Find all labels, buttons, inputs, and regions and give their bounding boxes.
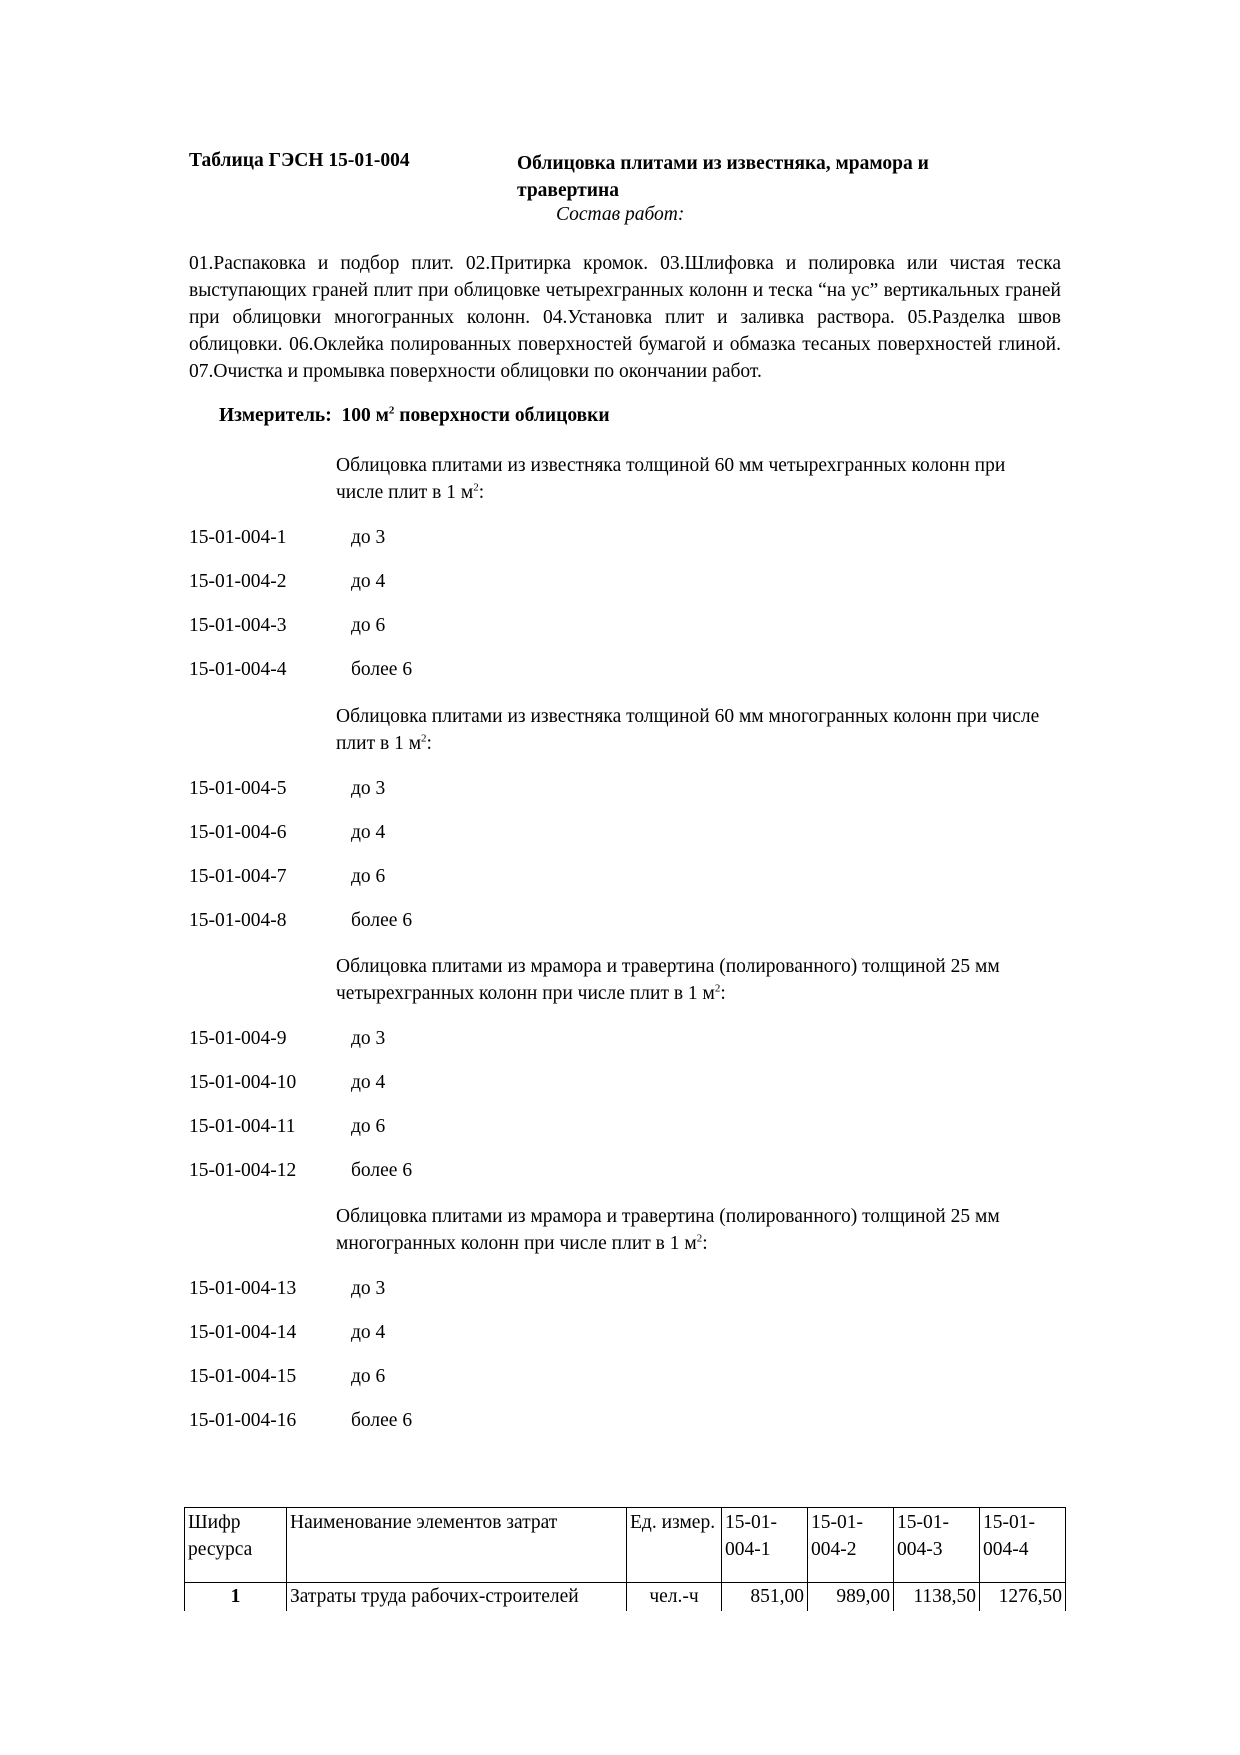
table-cell: 1 bbox=[185, 1583, 287, 1612]
rate-code: 15-01-004-5 bbox=[189, 778, 287, 799]
table-title: Облицовка плитами из известняка, мрамора и травертина bbox=[517, 153, 929, 201]
rate-description: до 3 bbox=[351, 1028, 386, 1049]
rate-code: 15-01-004-1 bbox=[189, 527, 287, 548]
table-header-row bbox=[185, 1508, 1066, 1583]
table-row bbox=[185, 1583, 1066, 1612]
group-title: Облицовка плитами из известняка толщиной 60 мм многогранных колонн при числе плит в 1 $м^2$: bbox=[336, 706, 1040, 754]
measure-unit bbox=[219, 405, 610, 427]
rate-code: 15-01-004-2 bbox=[189, 571, 287, 592]
rate-description: до 6 bbox=[351, 1366, 386, 1387]
rate-description: более 6 bbox=[351, 1410, 413, 1431]
rate-description: до 4 bbox=[351, 822, 386, 843]
rate-description: до 6 bbox=[351, 1116, 386, 1137]
table-cell: 1138,50 bbox=[894, 1583, 980, 1612]
resource-table bbox=[184, 1507, 1066, 1611]
table-cell: чел.-ч bbox=[627, 1583, 722, 1612]
composition-label: Состав работ: bbox=[556, 204, 685, 225]
measure-label: Измеритель: bbox=[219, 405, 332, 426]
rate-code: 15-01-004-12 bbox=[189, 1160, 297, 1181]
group-title: Облицовка плитами из мрамора и травертина (полированного) толщиной 25 мм четырехгранных колонн при числе плит в 1 $м^2$: bbox=[336, 956, 1000, 1004]
rate-code: 15-01-004-4 bbox=[189, 659, 287, 680]
table-code: Таблица ГЭСН 15-01-004 bbox=[189, 150, 410, 171]
table-cell: 989,00 bbox=[808, 1583, 894, 1612]
header-cell: 15-01-004-4 bbox=[980, 1508, 1066, 1583]
rate-description: до 4 bbox=[351, 1322, 386, 1343]
rate-code: 15-01-004-13 bbox=[189, 1278, 297, 1299]
header-cell: 15-01-004-1 bbox=[722, 1508, 808, 1583]
table-cell: 1276,50 bbox=[980, 1583, 1066, 1612]
header-cell: Наименование элементов затрат bbox=[287, 1508, 627, 1583]
table-cell: Затраты труда рабочих-строителей bbox=[287, 1583, 627, 1612]
rate-code: 15-01-004-7 bbox=[189, 866, 287, 887]
rate-description: более 6 bbox=[351, 910, 413, 931]
group-title: Облицовка плитами из мрамора и травертина (полированного) толщиной 25 мм многогранных колонн при числе плит в 1 $м^2$: bbox=[336, 1206, 1000, 1254]
rate-code: 15-01-004-14 bbox=[189, 1322, 297, 1343]
group-title: Облицовка плитами из известняка толщиной 60 мм четырехгранных колонн при числе плит в 1 $м^2$: bbox=[336, 455, 1006, 503]
header-cell: Ед. измер. bbox=[627, 1508, 722, 1583]
works-description: 01.Распаковка и подбор плит. 02.Притирка кромок. 03.Шлифовка и полировка или чистая теска выступающих граней плит при облицовке четырехгранных колонн и теска “на ус” вертикальных граней при облицовки многогранных колонн. 04.Установка плит и заливка раствора. 05.Разделка швов облицовки. 06.Оклейка полированных поверхностей бумагой и обмазка тесаных поверхностей глиной. 07.Очистка и промывка поверхности облицовки по окончании работ. bbox=[189, 253, 1061, 382]
rate-description: до 3 bbox=[351, 1278, 386, 1299]
rate-description: до 4 bbox=[351, 1072, 386, 1093]
rate-code: 15-01-004-8 bbox=[189, 910, 287, 931]
rate-description: до 3 bbox=[351, 778, 386, 799]
measure-value: 100 $м^2$ поверхности облицовки bbox=[341, 404, 610, 426]
rate-code: 15-01-004-3 bbox=[189, 615, 287, 636]
rate-code: 15-01-004-10 bbox=[189, 1072, 297, 1093]
rate-description: более 6 bbox=[351, 659, 413, 680]
rate-code: 15-01-004-15 bbox=[189, 1366, 297, 1387]
header-cell: Шифр ресурса bbox=[185, 1508, 287, 1583]
rate-description: до 3 bbox=[351, 527, 386, 548]
table-cell: 851,00 bbox=[722, 1583, 808, 1612]
rate-code: 15-01-004-11 bbox=[189, 1116, 296, 1137]
rate-code: 15-01-004-6 bbox=[189, 822, 287, 843]
rate-code: 15-01-004-9 bbox=[189, 1028, 287, 1049]
rate-description: до 6 bbox=[351, 866, 386, 887]
rate-description: до 6 bbox=[351, 615, 386, 636]
rate-description: до 4 bbox=[351, 571, 386, 592]
rate-code: 15-01-004-16 bbox=[189, 1410, 297, 1431]
header-cell: 15-01-004-3 bbox=[894, 1508, 980, 1583]
header-cell: 15-01-004-2 bbox=[808, 1508, 894, 1583]
rate-description: более 6 bbox=[351, 1160, 413, 1181]
